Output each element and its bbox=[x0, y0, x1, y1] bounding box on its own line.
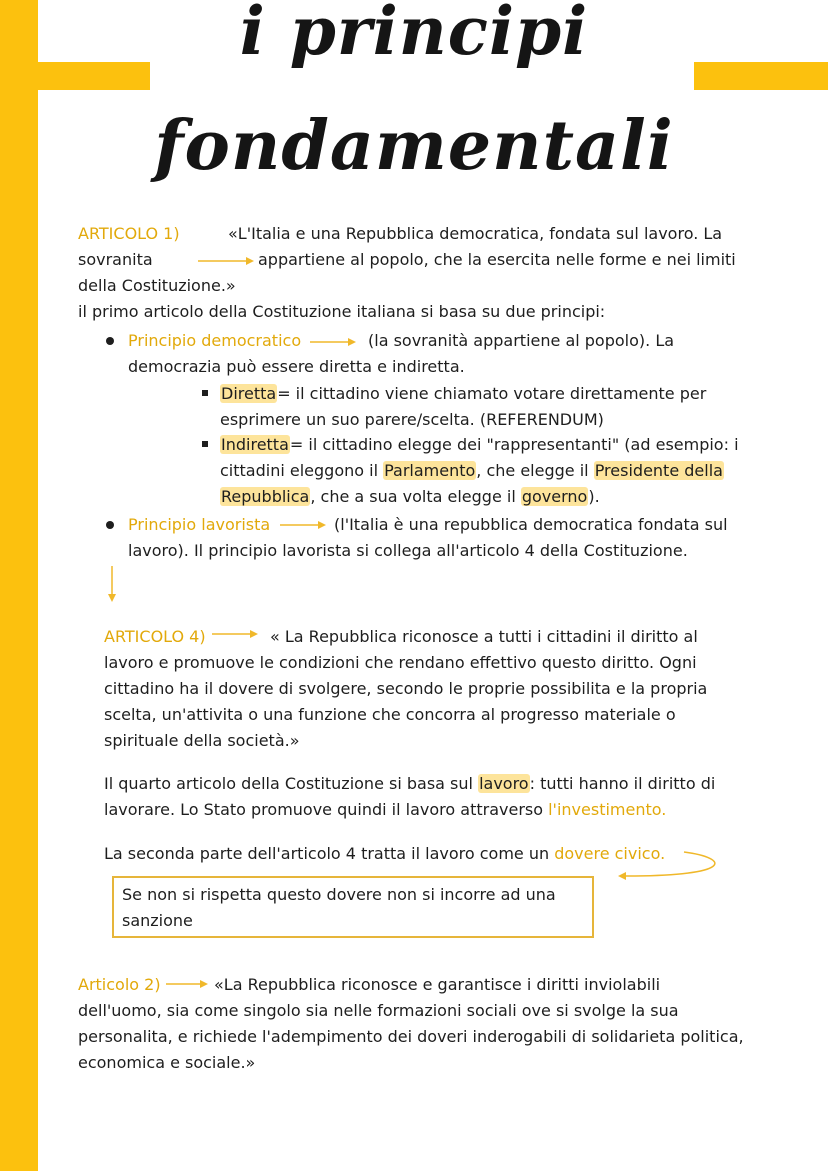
principio-democratico-label: Principio democratico bbox=[128, 331, 302, 350]
diretta-label: Diretta bbox=[221, 384, 277, 403]
governo-highlight: governo bbox=[521, 487, 588, 506]
art1-intro: il primo articolo della Costituzione italiana si basa su due principi: bbox=[78, 302, 606, 321]
arrow-icon-head bbox=[348, 338, 356, 346]
art1-sovranita: sovranita bbox=[78, 250, 153, 269]
page-title-line-1: i principi bbox=[239, 0, 589, 70]
page-title-line-2: fondamentali bbox=[154, 106, 674, 186]
principio-lavorista-text2: lavoro). Il principio lavorista si collega all'articolo 4 della Costituzione. bbox=[128, 541, 688, 560]
presidente-highlight-1: Presidente della bbox=[594, 461, 723, 480]
art2-line2: dell'uomo, sia come singolo sia nelle formazioni sociali ove si svolge la sua bbox=[78, 1001, 679, 1020]
art4-line3: cittadino ha il dovere di svolgere, secondo le proprie possibilita e la propria bbox=[104, 679, 708, 698]
down-arrow-icon-head bbox=[108, 594, 116, 602]
art4-p2-a: Il quarto articolo della Costituzione si basa sul bbox=[104, 774, 479, 793]
art4-line5: spirituale della società.» bbox=[104, 731, 300, 750]
art4-p2-b: : tutti hanno il diritto di bbox=[529, 774, 716, 793]
indiretta-text2a: cittadini eleggono il bbox=[220, 461, 384, 480]
indiretta-line1 bbox=[220, 432, 739, 458]
presidente-highlight-2: Repubblica bbox=[221, 487, 310, 506]
lavoro-highlight: lavoro bbox=[479, 774, 529, 793]
art2-line3: personalita, e richiede l'adempimento dei doveri inderogabili di solidarieta politica, bbox=[78, 1027, 744, 1046]
art1-label: ARTICOLO 1) bbox=[78, 224, 180, 243]
arrow-icon-head bbox=[318, 521, 326, 529]
art4-label: ARTICOLO 4) bbox=[104, 627, 206, 646]
bullet-dot bbox=[106, 521, 114, 529]
indiretta-label: Indiretta bbox=[221, 435, 289, 454]
art2-line4: economica e sociale.» bbox=[78, 1053, 256, 1072]
indiretta-text3b: ). bbox=[588, 487, 600, 506]
art4-p2-line2 bbox=[104, 797, 666, 823]
art2-line1: «La Repubblica riconosce e garantisce i diritti inviolabili bbox=[214, 975, 661, 994]
art4-p3-a: La seconda parte dell'articolo 4 tratta il lavoro come un bbox=[104, 844, 555, 863]
art4-p2-c: lavorare. Lo Stato promuove quindi il lavoro attraverso bbox=[104, 800, 549, 819]
art1-line1: «L'Italia e una Repubblica democratica, fondata sul lavoro. La bbox=[228, 224, 723, 243]
art1-line2: appartiene al popolo, che la esercita nelle forme e nei limiti bbox=[258, 250, 736, 269]
bullet-dot bbox=[106, 337, 114, 345]
bullet-square bbox=[202, 441, 208, 447]
curved-arrow-icon-head bbox=[618, 872, 626, 880]
parlamento-highlight: Parlamento bbox=[384, 461, 476, 480]
art4-line1: « La Repubblica riconosce a tutti i cittadini il diritto al bbox=[270, 627, 698, 646]
art2-label: Articolo 2) bbox=[78, 975, 161, 994]
indiretta-line2 bbox=[220, 458, 724, 484]
principio-democratico-text1: (la sovranità appartiene al popolo). La bbox=[368, 331, 675, 350]
art4-line4: scelta, un'attivita o una funzione che concorra al progresso materiale o bbox=[104, 705, 676, 724]
note-box-line2: sanzione bbox=[122, 911, 193, 930]
principio-lavorista-text1: (l'Italia è una repubblica democratica fondata sul bbox=[334, 515, 728, 534]
art4-line2: lavoro e promuove le condizioni che rendano effettivo questo diritto. Ogni bbox=[104, 653, 697, 672]
indiretta-text2b: , che elegge il bbox=[476, 461, 594, 480]
diretta-line1 bbox=[220, 381, 706, 407]
indiretta-line3 bbox=[220, 484, 600, 510]
indiretta-text3a: , che a sua volta elegge il bbox=[310, 487, 521, 506]
art1-line3: della Costituzione.» bbox=[78, 276, 236, 295]
principio-democratico-text2: democrazia può essere diretta e indiretta. bbox=[128, 357, 465, 376]
principio-lavorista-label: Principio lavorista bbox=[128, 515, 271, 534]
diretta-text1: = il cittadino viene chiamato votare direttamente per bbox=[277, 384, 707, 403]
art4-p3 bbox=[104, 841, 665, 867]
arrow-icon-head bbox=[246, 257, 254, 265]
indiretta-text1: = il cittadino elegge dei "rappresentanti" (ad esempio: i bbox=[289, 435, 739, 454]
arrow-icon-head bbox=[200, 980, 208, 988]
art4-p2-line1 bbox=[104, 771, 715, 797]
arrow-icon-head bbox=[250, 630, 258, 638]
bullet-square bbox=[202, 390, 208, 396]
investimento-text: l'investimento. bbox=[548, 800, 667, 819]
dovere-civico-text: dovere civico. bbox=[554, 844, 666, 863]
diretta-text2: esprimere un suo parere/scelta. (REFERENDUM) bbox=[220, 410, 604, 429]
note-box-line1: Se non si rispetta questo dovere non si incorre ad una bbox=[122, 885, 556, 904]
